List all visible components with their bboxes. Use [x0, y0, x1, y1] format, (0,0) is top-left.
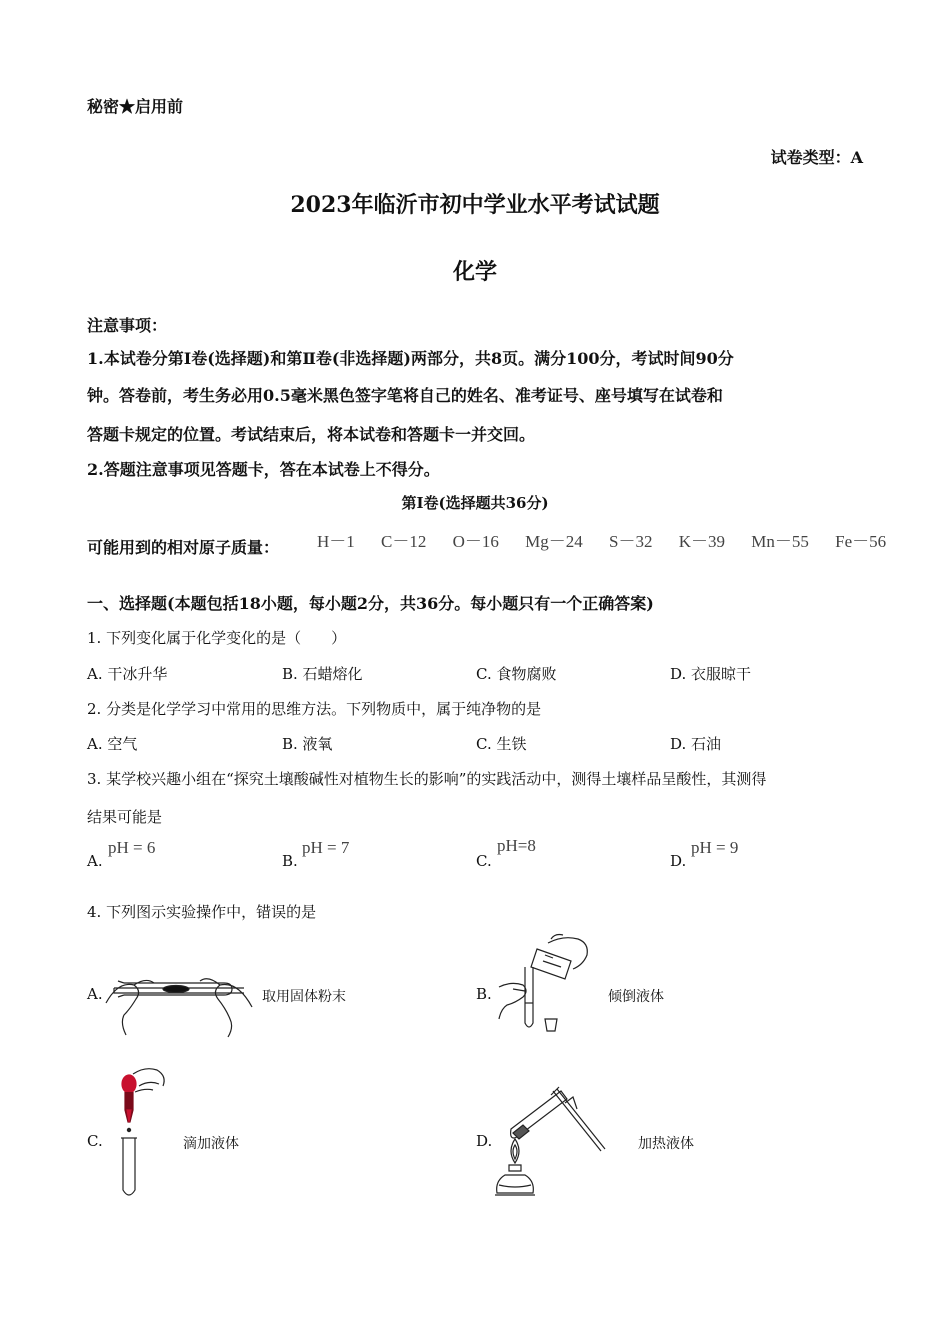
section1-heading: 一、选择题(本题包括18小题，每小题2分，共36分。每小题只有一个正确答案)	[87, 594, 654, 613]
q4-option-b-letter: B.	[476, 985, 492, 1003]
atomic-mass-mg: Mg－24	[525, 532, 583, 551]
atomic-mass-h: H－1	[317, 532, 355, 551]
q4-option-a-caption: 取用固体粉末	[262, 989, 346, 1005]
q1-option-b: B. 石蜡熔化	[282, 665, 363, 683]
q2-option-c: C. 生铁	[476, 735, 527, 753]
atomic-mass-fe: Fe－56	[835, 532, 887, 551]
pour-liquid-icon	[493, 933, 593, 1038]
q4-option-a-letter: A.	[87, 985, 103, 1003]
q4-option-c-caption: 滴加液体	[183, 1136, 239, 1152]
notes-item1-line3: 答题卡规定的位置。考试结束后，将本试卷和答题卡一并交回。	[87, 425, 536, 444]
dropper-icon	[105, 1062, 175, 1200]
q4-option-d-letter: D.	[476, 1132, 493, 1150]
q3-stem-line1: 3. 某学校兴趣小组在“探究土壤酸碱性对植物生长的影响”的实践活动中，测得土壤样品呈酸性，其测得	[87, 770, 767, 788]
part1-title: 第Ⅰ卷(选择题共36分)	[401, 494, 549, 512]
q3-stem-line2: 结果可能是	[87, 808, 163, 826]
q1-stem: 1. 下列变化属于化学变化的是（ ）	[87, 629, 347, 647]
page-title: 2023年临沂市初中学业水平考试试题	[290, 192, 660, 218]
paper-type: 试卷类型：A	[770, 148, 863, 167]
q3-option-a-formula: pH = 6	[108, 838, 156, 857]
q4-stem: 4. 下列图示实验操作中，错误的是	[87, 903, 317, 921]
atomic-mass-o: O－16	[452, 532, 499, 551]
atomic-mass-mn: Mn－55	[751, 532, 809, 551]
q3-option-d-formula: pH = 9	[691, 838, 739, 857]
q4-option-d-caption: 加热液体	[638, 1136, 694, 1152]
q3-option-d-letter: D.	[670, 852, 687, 870]
secrecy-label: 秘密★启用前	[87, 97, 184, 116]
q2-option-d: D. 石油	[670, 735, 722, 753]
q4-option-b-caption: 倾倒液体	[608, 989, 664, 1005]
notes-item1-line1: 1.本试卷分第Ⅰ卷(选择题)和第Ⅱ卷(非选择题)两部分，共8页。满分100分，考试时间90分	[87, 349, 734, 368]
q3-option-c-letter: C.	[476, 852, 492, 870]
atomic-mass-c: C－12	[381, 532, 427, 551]
alcohol-lamp-heating-icon	[493, 1085, 608, 1200]
q1-option-c: C. 食物腐败	[476, 665, 557, 683]
test-tube-powder-icon	[104, 963, 254, 1038]
notes-heading: 注意事项：	[87, 316, 168, 335]
subject-title: 化学	[452, 259, 497, 285]
q1-option-a: A. 干冰升华	[87, 665, 168, 683]
atomic-mass-k: K－39	[678, 532, 726, 551]
atomic-mass-s: S－32	[609, 532, 653, 551]
q3-option-b-letter: B.	[282, 852, 298, 870]
q2-option-b: B. 液氧	[282, 735, 333, 753]
atomic-mass-list	[317, 527, 908, 552]
notes-item1-line2: 钟。答卷前，考生务必用0.5毫米黑色签字笔将自己的姓名、准考证号、座号填写在试卷和	[87, 386, 723, 405]
q4-option-c-letter: C.	[87, 1132, 103, 1150]
q1-option-d: D. 衣服晾干	[670, 665, 752, 683]
q3-option-c-formula: pH=8	[497, 836, 536, 855]
q2-stem: 2. 分类是化学学习中常用的思维方法。下列物质中，属于纯净物的是	[87, 700, 542, 718]
notes-item2: 2.答题注意事项见答题卡，答在本试卷上不得分。	[87, 460, 440, 479]
q2-option-a: A. 空气	[87, 735, 138, 753]
atomic-mass-label: 可能用到的相对原子质量：	[87, 538, 280, 557]
q3-option-a-letter: A.	[87, 852, 103, 870]
q3-option-b-formula: pH = 7	[302, 838, 350, 857]
